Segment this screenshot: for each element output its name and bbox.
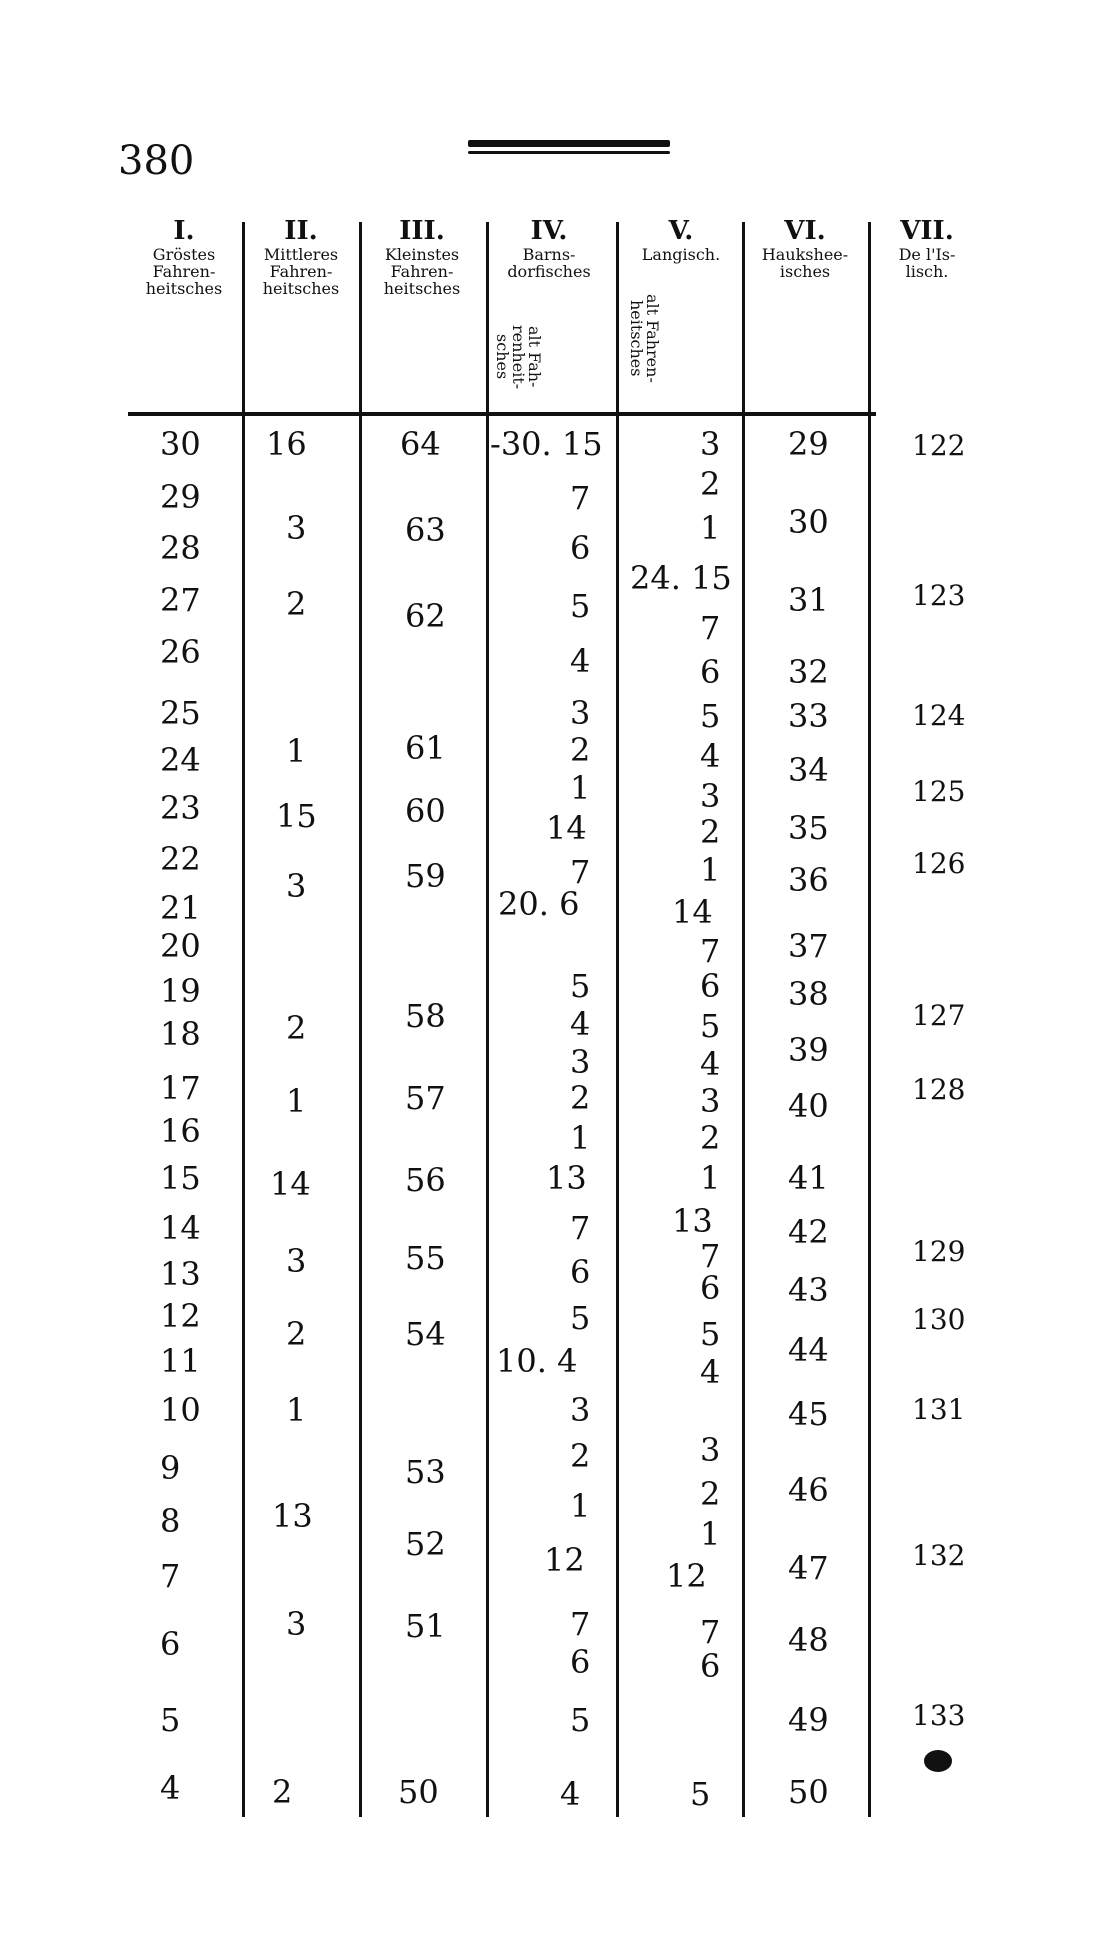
table-cell: 1 (286, 732, 307, 770)
table-cell: 9 (160, 1449, 181, 1487)
table-cell: 127 (912, 999, 966, 1032)
table-cell: 133 (912, 1699, 966, 1732)
column-divider (359, 222, 362, 1817)
column-numeral: V. (668, 216, 694, 246)
column-label: Mittleres Fahren- heitsches (262, 245, 340, 298)
table-cell: 132 (912, 1539, 966, 1572)
table-cell: 46 (788, 1471, 829, 1509)
table-cell: 55 (405, 1239, 446, 1277)
table-cell: 1 (286, 1082, 307, 1120)
table-cell: 5 (570, 967, 591, 1005)
table-cell: 54 (405, 1315, 446, 1353)
table-cell: 38 (788, 975, 829, 1013)
table-cell: 4 (160, 1769, 181, 1807)
table-cell: 131 (912, 1393, 966, 1426)
page-number: 380 (118, 138, 195, 184)
table-cell: 49 (788, 1701, 829, 1739)
table-cell: 122 (912, 429, 966, 462)
table-cell: 3 (286, 509, 307, 547)
table-cell: 7 (700, 1613, 721, 1651)
table-cell: 15 (276, 797, 317, 835)
table-cell: 2 (272, 1773, 293, 1811)
table-cell: 20. 6 (498, 885, 580, 923)
table-cell: 17 (160, 1069, 201, 1107)
column-divider (242, 222, 245, 1817)
table-cell: 7 (570, 1209, 591, 1247)
table-cell: 1 (286, 1391, 307, 1429)
table-cell: 16 (266, 425, 307, 463)
table-cell: -30. 15 (490, 425, 603, 463)
table-cell: 35 (788, 809, 829, 847)
table-cell: 4 (570, 642, 591, 680)
table-cell: 2 (286, 1315, 307, 1353)
column-header-6 (745, 218, 865, 281)
table-cell: 60 (405, 792, 446, 830)
table-cell: 6 (700, 967, 721, 1005)
table-cell: 3 (570, 1391, 591, 1429)
table-cell: 7 (570, 853, 591, 891)
column-divider (868, 222, 871, 1817)
table-cell: 12 (160, 1297, 201, 1335)
table-cell: 50 (398, 1773, 439, 1811)
table-cell: 3 (700, 425, 721, 463)
column-header-4 (490, 218, 608, 408)
table-cell: 3 (700, 1431, 721, 1469)
table-cell: 56 (405, 1161, 446, 1199)
table-cell: 8 (160, 1502, 181, 1540)
table-cell: 6 (700, 653, 721, 691)
table-cell: 4 (570, 1005, 591, 1043)
table-cell: 24. 15 (630, 559, 732, 597)
table-cell: 7 (570, 479, 591, 517)
table-cell: 16 (160, 1112, 201, 1150)
table-cell: 129 (912, 1235, 966, 1268)
table-cell: 42 (788, 1213, 829, 1251)
table-cell: 1 (700, 851, 721, 889)
table-cell: 32 (788, 653, 829, 691)
table-cell: 7 (700, 1237, 721, 1275)
table-cell: 5 (570, 587, 591, 625)
table-cell: 31 (788, 581, 829, 619)
table-cell: 61 (405, 729, 446, 767)
column-numeral: VI. (784, 216, 826, 246)
table-cell: 59 (405, 857, 446, 895)
column-header-7 (872, 218, 982, 281)
table-cell: 29 (160, 478, 201, 516)
column-numeral: I. (173, 216, 195, 246)
table-cell: 5 (690, 1775, 711, 1813)
table-cell: 1 (570, 1119, 591, 1157)
table-cell: 24 (160, 741, 201, 779)
column-numeral: III. (399, 216, 445, 246)
table-cell: 33 (788, 697, 829, 735)
table-cell: 64 (400, 425, 441, 463)
table-cell: 2 (700, 1475, 721, 1513)
table-cell: 30 (788, 503, 829, 541)
table-cell: 126 (912, 847, 966, 880)
table-cell: 14 (672, 893, 713, 931)
table-cell: 43 (788, 1271, 829, 1309)
table-cell: 13 (160, 1255, 201, 1293)
table-cell: 1 (570, 769, 591, 807)
table-cell: 2 (700, 1119, 721, 1157)
table-cell: 34 (788, 751, 829, 789)
table-cell: 3 (700, 777, 721, 815)
table-cell: 29 (788, 425, 829, 463)
table-cell: 26 (160, 633, 201, 671)
table-cell: 13 (272, 1497, 313, 1535)
table-cell: 40 (788, 1087, 829, 1125)
table-cell: 3 (570, 694, 591, 732)
table-cell: 2 (286, 1009, 307, 1047)
table-cell: 7 (160, 1557, 181, 1595)
column-rotated-label: alt Fahren- heitsches (627, 293, 662, 383)
table-cell: 13 (546, 1159, 587, 1197)
table-cell: 10. 4 (496, 1342, 578, 1380)
table-cell: 22 (160, 840, 201, 878)
table-cell: 4 (700, 737, 721, 775)
table-cell: 4 (560, 1775, 581, 1813)
column-label: Kleinstes Fahren- heitsches (383, 245, 461, 298)
ink-blot (924, 1750, 952, 1772)
table-cell: 12 (544, 1541, 585, 1579)
table-cell: 51 (405, 1607, 446, 1645)
table-cell: 6 (570, 1643, 591, 1681)
table-cell: 47 (788, 1549, 829, 1587)
table-cell: 7 (700, 609, 721, 647)
table-cell: 2 (700, 465, 721, 503)
table-cell: 19 (160, 972, 201, 1010)
table-cell: 7 (570, 1605, 591, 1643)
table-cell: 11 (160, 1342, 201, 1380)
table-cell: 53 (405, 1453, 446, 1491)
table-cell: 3 (286, 1605, 307, 1643)
column-numeral: II. (284, 216, 318, 246)
column-divider (616, 222, 619, 1817)
table-cell: 63 (405, 511, 446, 549)
table-cell: 6 (700, 1269, 721, 1307)
table-cell: 5 (160, 1701, 181, 1739)
table-cell: 21 (160, 889, 201, 927)
table-cell: 14 (546, 809, 587, 847)
header-rule-ornament (468, 140, 670, 158)
table-cell: 39 (788, 1031, 829, 1069)
table-cell: 5 (700, 697, 721, 735)
column-header-1 (128, 218, 240, 298)
column-label: Barns- dorfisches (507, 245, 591, 282)
table-cell: 6 (570, 529, 591, 567)
table-cell: 28 (160, 529, 201, 567)
column-header-2 (245, 218, 357, 298)
table-cell: 12 (666, 1557, 707, 1595)
table-cell: 48 (788, 1621, 829, 1659)
table-cell: 50 (788, 1773, 829, 1811)
table-cell: 1 (700, 1515, 721, 1553)
table-cell: 1 (570, 1487, 591, 1525)
table-cell: 27 (160, 581, 201, 619)
table-cell: 128 (912, 1073, 966, 1106)
table-cell: 1 (700, 509, 721, 547)
table-cell: 13 (672, 1202, 713, 1240)
table-cell: 6 (570, 1253, 591, 1291)
table-cell: 5 (570, 1299, 591, 1337)
header-separator (128, 412, 876, 416)
table-cell: 4 (700, 1045, 721, 1083)
table-cell: 124 (912, 699, 966, 732)
table-cell: 4 (700, 1353, 721, 1391)
table-cell: 3 (286, 1242, 307, 1280)
table-cell: 2 (570, 731, 591, 769)
table-cell: 10 (160, 1391, 201, 1429)
table-cell: 37 (788, 927, 829, 965)
table-cell: 20 (160, 927, 201, 965)
table-cell: 125 (912, 775, 966, 808)
table-cell: 23 (160, 789, 201, 827)
column-label: Langisch. (641, 245, 721, 265)
column-label: Gröstes Fahren- heitsches (145, 245, 223, 298)
column-numeral: IV. (530, 216, 568, 246)
table-cell: 45 (788, 1395, 829, 1433)
table-cell: 25 (160, 694, 201, 732)
column-header-5 (622, 218, 740, 408)
table-cell: 36 (788, 861, 829, 899)
column-divider (486, 222, 489, 1817)
table-cell: 15 (160, 1159, 201, 1197)
table-cell: 5 (700, 1315, 721, 1353)
table-cell: 130 (912, 1303, 966, 1336)
column-label: De l'Is- lisch. (898, 245, 956, 282)
column-rotated-label: alt Fah- renheit- sches (493, 324, 544, 390)
table-cell: 62 (405, 597, 446, 635)
table-cell: 123 (912, 579, 966, 612)
column-label: Haukshee- isches (761, 245, 849, 282)
table-cell: 18 (160, 1015, 201, 1053)
table-cell: 6 (700, 1647, 721, 1685)
column-numeral: VII. (900, 216, 954, 246)
table-cell: 2 (570, 1079, 591, 1117)
table-cell: 14 (160, 1209, 201, 1247)
table-cell: 3 (286, 867, 307, 905)
table-cell: 41 (788, 1159, 829, 1197)
table-cell: 6 (160, 1625, 181, 1663)
table-cell: 57 (405, 1079, 446, 1117)
table-cell: 30 (160, 425, 201, 463)
column-header-3 (362, 218, 482, 298)
column-divider (742, 222, 745, 1817)
table-cell: 58 (405, 997, 446, 1035)
table-cell: 2 (570, 1437, 591, 1475)
table-cell: 3 (570, 1043, 591, 1081)
table-cell: 1 (700, 1159, 721, 1197)
table-cell: 44 (788, 1331, 829, 1369)
table-cell: 14 (270, 1165, 311, 1203)
table-cell: 7 (700, 932, 721, 970)
table-cell: 5 (700, 1007, 721, 1045)
table-cell: 2 (286, 585, 307, 623)
table-cell: 2 (700, 813, 721, 851)
table-cell: 52 (405, 1525, 446, 1563)
table-cell: 3 (700, 1082, 721, 1120)
table-cell: 5 (570, 1701, 591, 1739)
